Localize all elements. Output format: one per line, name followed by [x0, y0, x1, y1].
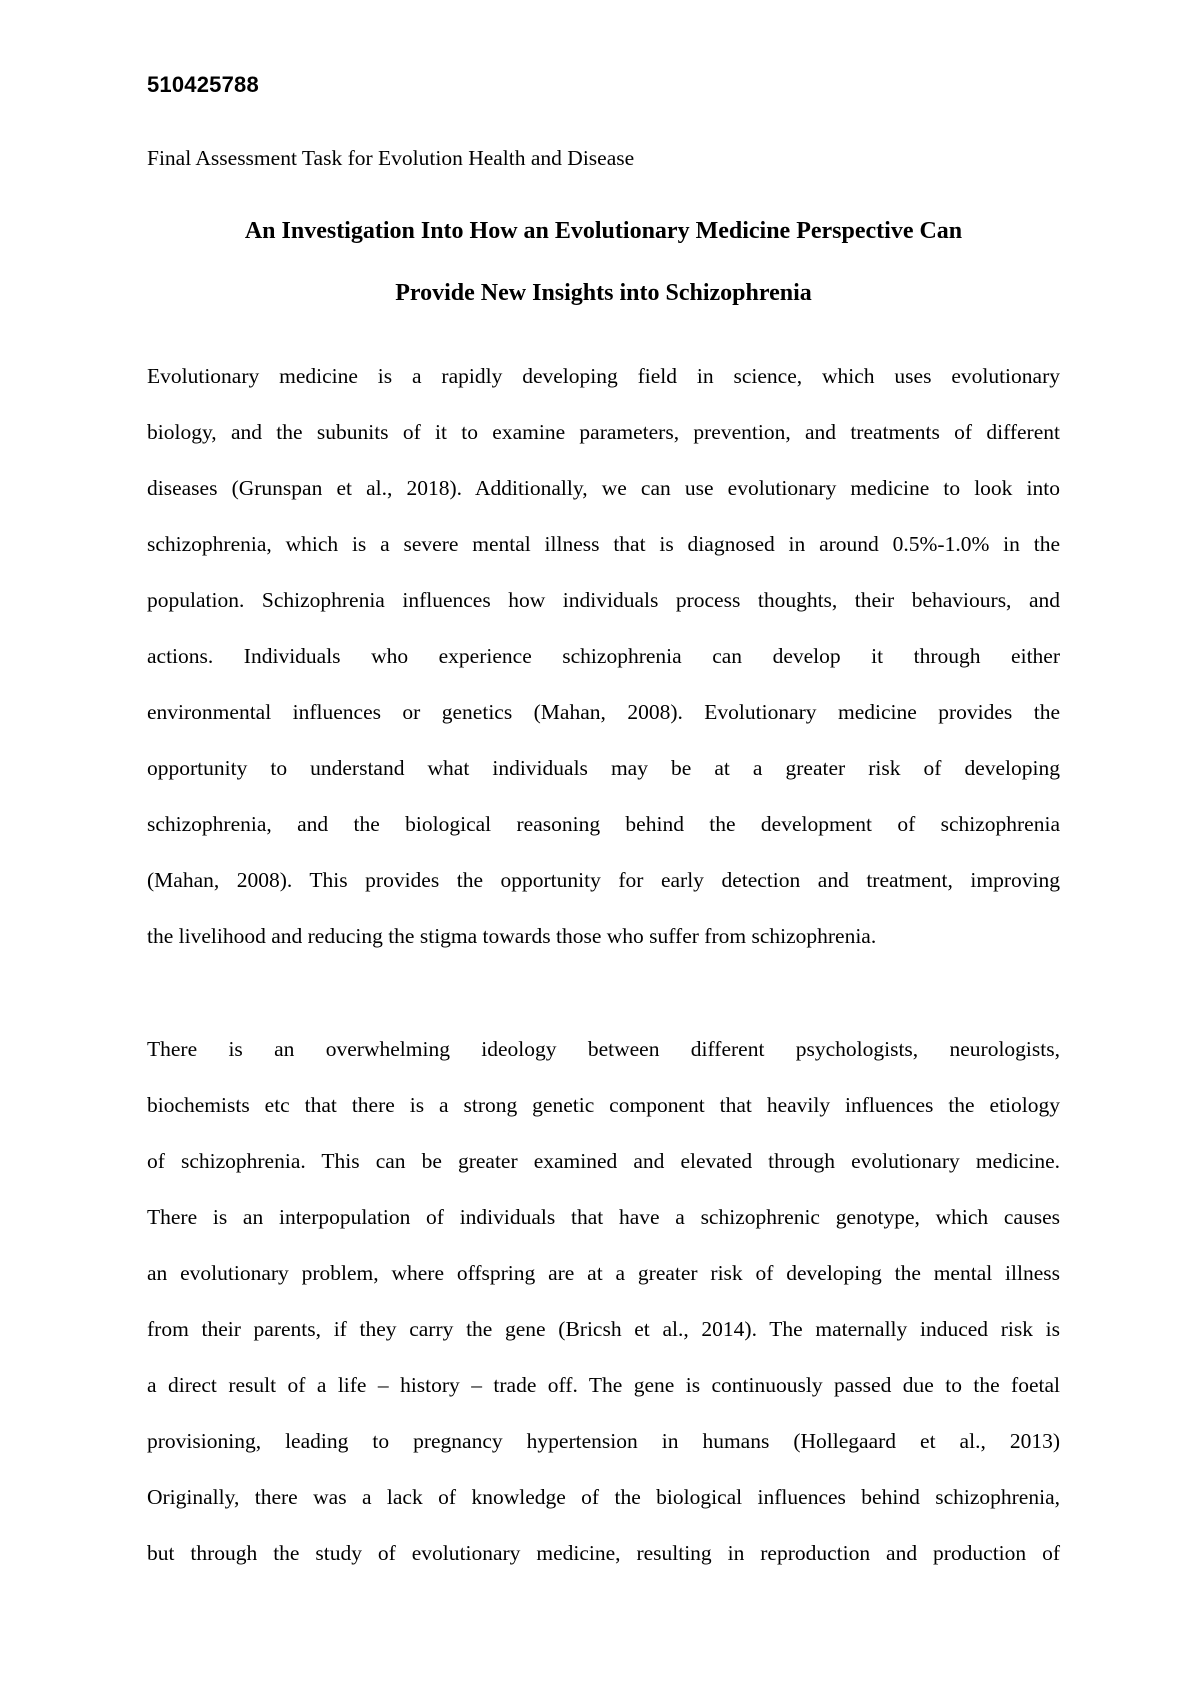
paragraph-line: opportunity to understand what individuals may be at a greater risk of developing	[147, 756, 1060, 780]
paragraph-2	[147, 1021, 1060, 1581]
paragraph-line: Originally, there was a lack of knowledge of the biological influences behind schizophrenia,	[147, 1485, 1060, 1509]
paragraph-line: but through the study of evolutionary medicine, resulting in reproduction and production of	[147, 1541, 1060, 1565]
paragraph-line: an evolutionary problem, where offspring are at a greater risk of developing the mental illness	[147, 1261, 1060, 1285]
essay-title	[147, 200, 1060, 324]
essay-title-line-1: An Investigation Into How an Evolutionary Medicine Perspective Can	[244, 218, 963, 244]
paragraph-line: biology, and the subunits of it to examine parameters, prevention, and treatments of different	[147, 420, 1060, 444]
paragraph-line: schizophrenia, and the biological reasoning behind the development of schizophrenia	[147, 812, 1060, 836]
paragraph-line: provisioning, leading to pregnancy hypertension in humans (Hollegaard et al., 2013)	[147, 1429, 1060, 1453]
paragraph-line: actions. Individuals who experience schizophrenia can develop it through either	[147, 644, 1060, 668]
essay-title-line-2: Provide New Insights into Schizophrenia	[395, 280, 812, 306]
paragraph-line: from their parents, if they carry the gene (Bricsh et al., 2014). The maternally induced risk is	[147, 1317, 1060, 1341]
course-title: Final Assessment Task for Evolution Health and Disease	[147, 146, 635, 170]
paragraph-line: the livelihood and reducing the stigma towards those who suffer from schizophrenia.	[147, 924, 877, 948]
paragraph-line: There is an interpopulation of individuals that have a schizophrenic genotype, which causes	[147, 1205, 1060, 1229]
paragraph-line: There is an overwhelming ideology between different psychologists, neurologists,	[147, 1037, 1060, 1061]
paragraph-line: of schizophrenia. This can be greater examined and elevated through evolutionary medicine.	[147, 1149, 1060, 1173]
student-id: 510425788	[147, 72, 259, 97]
paragraph-1	[147, 348, 1060, 964]
paragraph-line: population. Schizophrenia influences how individuals process thoughts, their behaviours, and	[147, 588, 1060, 612]
paragraph-line: environmental influences or genetics (Mahan, 2008). Evolutionary medicine provides the	[147, 700, 1060, 724]
paragraph-line: Evolutionary medicine is a rapidly developing field in science, which uses evolutionary	[147, 364, 1060, 388]
paragraph-line: (Mahan, 2008). This provides the opportunity for early detection and treatment, improving	[147, 868, 1060, 892]
paragraph-line: diseases (Grunspan et al., 2018). Additionally, we can use evolutionary medicine to look into	[147, 476, 1060, 500]
paragraph-line: a direct result of a life – history – trade off. The gene is continuously passed due to the foetal	[147, 1373, 1060, 1397]
paragraph-line: biochemists etc that there is a strong genetic component that heavily influences the etiology	[147, 1093, 1060, 1117]
paragraph-line: schizophrenia, which is a severe mental illness that is diagnosed in around 0.5%-1.0% in the	[147, 532, 1060, 556]
